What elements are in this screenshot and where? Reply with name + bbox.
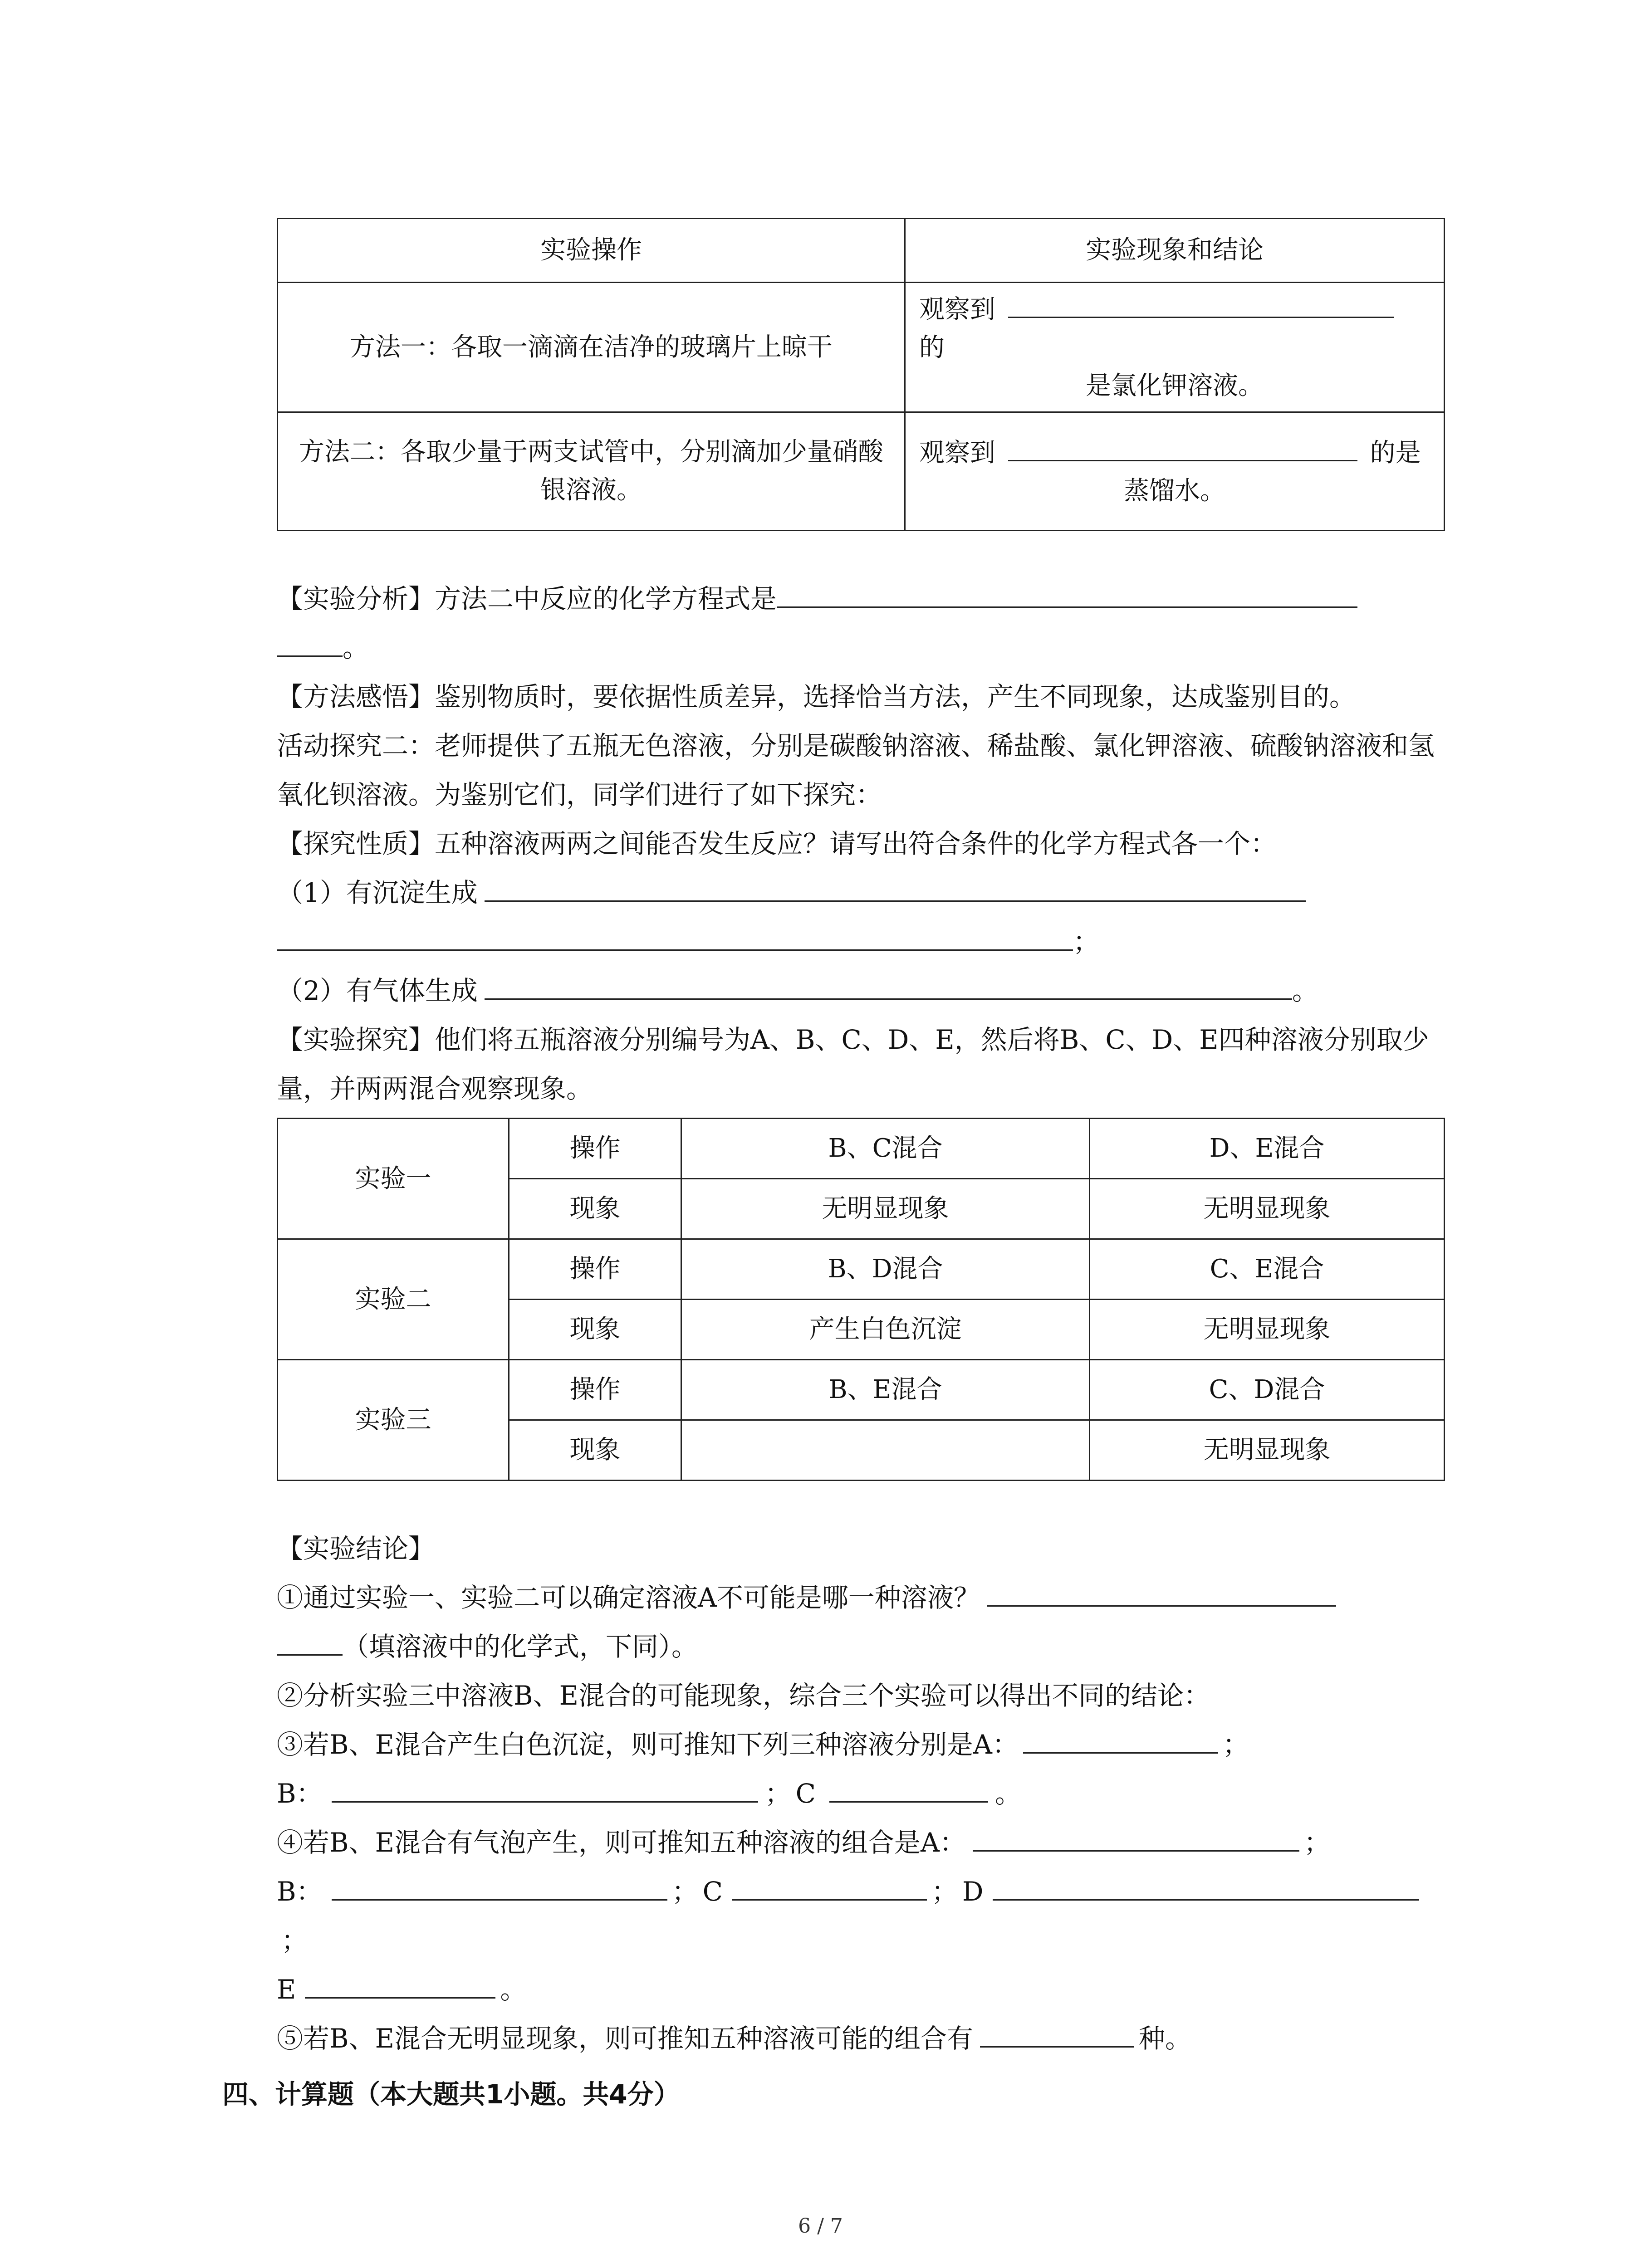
c4-sep3: ； <box>281 1925 308 1956</box>
conclusion-4-line2 <box>277 1867 1445 1965</box>
q1-blank-2[interactable] <box>277 922 1073 951</box>
exp2-ph2: 无明显现象 <box>1090 1300 1445 1360</box>
question-gas <box>277 966 1445 1015</box>
c4-final: 。 <box>500 1974 527 2005</box>
table1-row1-result <box>905 283 1445 412</box>
row2-observe-label: 观察到 <box>919 438 995 468</box>
c4-a-blank[interactable] <box>973 1823 1299 1852</box>
exp2-ph-label: 现象 <box>509 1300 681 1360</box>
experiment-description: 【实验探究】他们将五瓶溶液分别编号为A、B、C、D、E，然后将B、C、D、E四种溶液分别取少量，并两两混合观察现象。 <box>277 1024 1429 1104</box>
analysis-blank-2[interactable] <box>277 628 343 657</box>
conclusion-3 <box>277 1720 1445 1769</box>
exp1-op1: B、C混合 <box>681 1119 1090 1179</box>
exp2-name: 实验二 <box>278 1239 509 1360</box>
conclusion-5 <box>277 2014 1445 2063</box>
explore-properties: 【探究性质】五种溶液两两之间能否发生反应？请写出符合条件的化学方程式各一个： <box>277 828 1277 859</box>
conclusion-1 <box>277 1573 1445 1622</box>
exp1-ph-label: 现象 <box>509 1179 681 1239</box>
table1-header-operation: 实验操作 <box>278 219 905 283</box>
question-precipitate-line2 <box>277 917 1445 966</box>
c4-text: ④若B、E混合有气泡产生，则可推知五种溶液的组合是A： <box>277 1827 966 1858</box>
row1-observe-suffix: 的 <box>919 333 945 362</box>
analysis-line <box>277 574 1445 623</box>
conclusion-2: ②分析实验三中溶液B、E混合的可能现象，综合三个实验可以得出不同的结论： <box>277 1680 1210 1711</box>
q1-end: ； <box>1073 926 1100 957</box>
c3-b-label: B： <box>277 1778 323 1809</box>
row2-answer-blank[interactable] <box>1008 433 1357 461</box>
c5-end: 种。 <box>1138 2023 1191 2054</box>
exp1-name: 实验一 <box>278 1119 509 1239</box>
row1-answer-blank[interactable] <box>1008 289 1394 318</box>
section-four-heading: 四、计算题（本大题共1小题。共4分） <box>222 2079 680 2110</box>
exp2-ph1: 产生白色沉淀 <box>681 1300 1090 1360</box>
table-row <box>278 1360 1445 1420</box>
c3-sep: ； <box>764 1778 791 1809</box>
table-row <box>278 1119 1445 1179</box>
activity-two: 活动探究二：老师提供了五瓶无色溶液，分别是碳酸钠溶液、稀盐酸、氯化钾溶液、硫酸钠溶液和氢氧化钡溶液。为鉴别它们，同学们进行了如下探究： <box>277 730 1435 810</box>
analysis-line2 <box>277 623 1445 672</box>
c4-c-label: C <box>702 1876 723 1907</box>
c4-d-blank[interactable] <box>993 1872 1419 1901</box>
c3-c-blank[interactable] <box>829 1774 988 1803</box>
c3-c-label: C <box>795 1778 816 1809</box>
c5-blank[interactable] <box>980 2019 1134 2048</box>
q2-text: （2）有气体生成 <box>277 975 478 1006</box>
table1-header-result: 实验现象和结论 <box>905 219 1445 283</box>
c4-e-blank[interactable] <box>305 1970 495 1999</box>
page-number: 6 / 7 <box>798 2214 843 2238</box>
q2-blank[interactable] <box>485 971 1292 1000</box>
c3-a-blank[interactable] <box>1023 1725 1218 1754</box>
exp3-name: 实验三 <box>278 1360 509 1481</box>
exp3-op1: B、E混合 <box>681 1360 1090 1420</box>
q1-text: （1）有沉淀生成 <box>277 877 478 908</box>
analysis-end: 。 <box>343 632 369 663</box>
content-area <box>277 218 1445 2063</box>
conclusion-3-line2 <box>277 1769 1445 1818</box>
table1-row2-result <box>905 412 1445 531</box>
c1-blank-1[interactable] <box>987 1578 1336 1607</box>
c3-b-blank[interactable] <box>332 1774 758 1803</box>
exp3-ph1-blank[interactable] <box>681 1420 1090 1481</box>
conclusion-title: 【实验结论】 <box>277 1533 435 1564</box>
c3-final: 。 <box>995 1778 1022 1809</box>
c1-end: （填溶液中的化学式，下同）。 <box>343 1631 698 1662</box>
c4-b-blank[interactable] <box>332 1872 667 1901</box>
method-insight: 【方法感悟】鉴别物质时，要依据性质差异，选择恰当方法，产生不同现象，达成鉴别目的。 <box>277 681 1356 712</box>
exp1-ph1: 无明显现象 <box>681 1179 1090 1239</box>
q1-blank-1[interactable] <box>485 873 1306 902</box>
conclusion-4-line3 <box>277 1965 1445 2014</box>
exp2-op-label: 操作 <box>509 1239 681 1300</box>
c1-text: ①通过实验一、实验二可以确定溶液A不可能是哪一种溶液？ <box>277 1582 980 1613</box>
c4-sep2: ； <box>931 1876 958 1907</box>
c3-text: ③若B、E混合产生白色沉淀，则可推知下列三种溶液分别是A： <box>277 1729 1019 1760</box>
c3-end: ； <box>1222 1729 1249 1760</box>
analysis-text: 【实验分析】方法二中反应的化学方程式是 <box>277 583 777 614</box>
c4-b-label: B： <box>277 1876 323 1907</box>
identification-table <box>277 218 1445 531</box>
exp2-op1: B、D混合 <box>681 1239 1090 1300</box>
exp1-op-label: 操作 <box>509 1119 681 1179</box>
c1-blank-2[interactable] <box>277 1627 343 1656</box>
c4-end: ； <box>1303 1827 1330 1858</box>
table1-row1-operation: 方法一：各取一滴滴在洁净的玻璃片上晾干 <box>278 283 905 412</box>
table-row <box>278 1239 1445 1300</box>
exp2-op2: C、E混合 <box>1090 1239 1445 1300</box>
analysis-blank-1[interactable] <box>777 579 1357 608</box>
c4-d-label: D <box>962 1876 984 1907</box>
c4-sep1: ； <box>671 1876 698 1907</box>
row2-observe-suffix: 的是 <box>1370 438 1421 468</box>
row1-observe-label: 观察到 <box>919 295 995 324</box>
exp3-ph-label: 现象 <box>509 1420 681 1481</box>
c4-c-blank[interactable] <box>732 1872 927 1901</box>
q2-end: 。 <box>1292 975 1318 1006</box>
conclusion-4 <box>277 1818 1445 1867</box>
exp3-ph2: 无明显现象 <box>1090 1420 1445 1481</box>
exp3-op2: C、D混合 <box>1090 1360 1445 1420</box>
c4-e-label: E <box>277 1974 296 2005</box>
question-precipitate <box>277 868 1445 917</box>
exp1-ph2: 无明显现象 <box>1090 1179 1445 1239</box>
c5-text: ⑤若B、E混合无明显现象，则可推知五种溶液可能的组合有 <box>277 2023 973 2054</box>
table1-row2-operation: 方法二：各取少量于两支试管中，分别滴加少量硝酸银溶液。 <box>278 412 905 531</box>
exp3-op-label: 操作 <box>509 1360 681 1420</box>
exp1-op2: D、E混合 <box>1090 1119 1445 1179</box>
experiment-table <box>277 1118 1445 1481</box>
conclusion-1-line2 <box>277 1622 1445 1671</box>
row1-result-line2: 是氯化钾溶液。 <box>1086 371 1264 401</box>
row2-result-line2: 蒸馏水。 <box>1124 476 1225 506</box>
